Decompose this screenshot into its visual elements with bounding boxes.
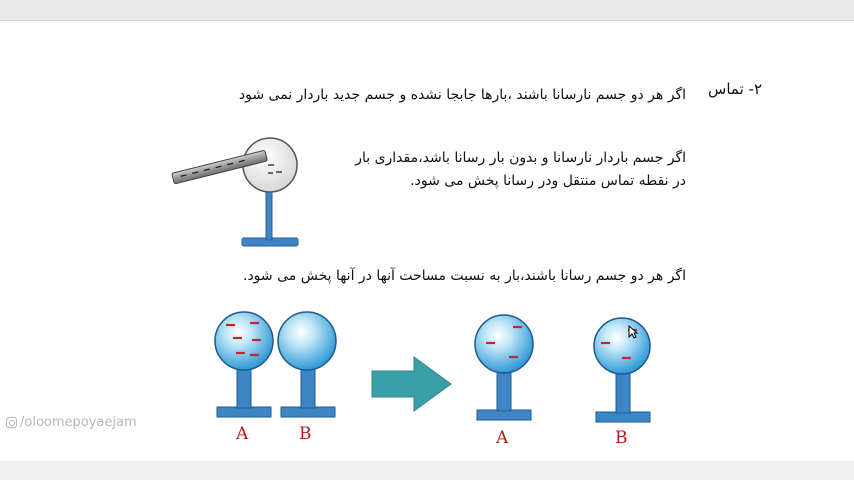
paragraph-line-2: در نقطه تماس منتقل ودر رسانا پخش می شود. <box>410 173 686 189</box>
conductor-a-after <box>475 315 533 420</box>
instagram-icon <box>6 417 17 428</box>
section-heading: ۲- تماس <box>708 80 762 98</box>
label-b-before: B <box>299 424 312 444</box>
conductors-statement: اگر هر دو جسم رسانا باشند،بار به نسبت مساحت آنها در آنها پخش می شود. <box>243 268 686 284</box>
conductor-b-before <box>278 312 336 417</box>
rod-and-electroscope <box>172 138 298 246</box>
watermark <box>6 415 137 430</box>
conductor-a-before <box>215 312 273 417</box>
label-a-after: A <box>496 428 509 448</box>
paragraph-line-1: اگر جسم باردار نارسانا و بدون بار رسانا باشد،مقداری بار <box>355 150 686 166</box>
insulators-statement: اگر هر دو جسم نارسانا باشند ،بارها جابجا نشده و جسم جدید باردار نمی شود <box>238 87 686 103</box>
mouse-pointer-icon <box>628 325 638 339</box>
electroscope-post <box>266 190 272 240</box>
transition-arrow <box>372 357 451 411</box>
watermark-text: /oloomepoyaejam <box>20 415 137 430</box>
conductor-b-after <box>594 318 650 422</box>
label-a-before: A <box>236 424 249 444</box>
bottom-bar <box>0 461 854 480</box>
label-b-after: B <box>615 428 628 448</box>
